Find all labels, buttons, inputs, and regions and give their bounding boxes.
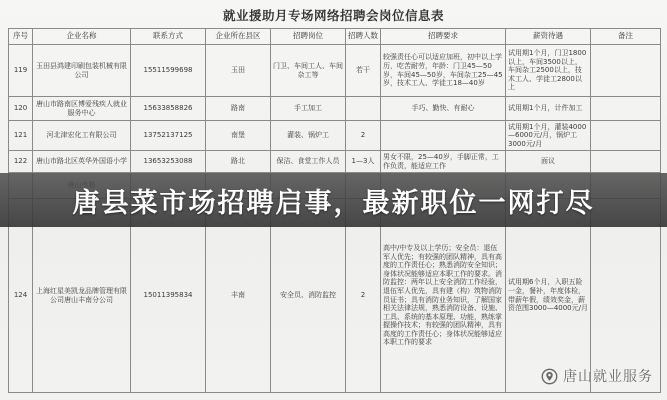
cell-phone: 15633858826 <box>131 97 206 121</box>
table-header-row <box>9 29 661 45</box>
cell-company: 玉田县鸿建印刷包装机械有限公司 <box>33 45 131 97</box>
cell-no: 121 <box>9 121 33 151</box>
cell-company: 河北津宏化工有限公司 <box>33 121 131 151</box>
cell-company: 唐山市路北区英华外国语小学 <box>33 151 131 173</box>
cell-district: 南堡 <box>206 121 271 151</box>
cell-count: 2 <box>346 121 381 151</box>
cell-salary: 试用期6个月，入职五险一金，餐补，年度体检，带薪年假，绩效奖金，薪资范围3000—4000元/月 <box>506 199 591 393</box>
header-count: 招聘人数 <box>346 29 381 45</box>
service-logo-icon <box>541 368 558 385</box>
cell-salary: 面议 <box>506 151 591 173</box>
cell-count: 若干 <box>346 45 381 97</box>
header-position: 招聘岗位 <box>271 29 346 45</box>
cell-position: 安全员、消防监控 <box>271 199 346 393</box>
cell-count <box>346 97 381 121</box>
table-row <box>9 199 661 393</box>
cell-district: 路北 <box>206 151 271 173</box>
cell-district: 路南 <box>206 97 271 121</box>
cell-requirements: 男女不限，25—40岁，手脚正常，工作负责，能适应工作 <box>381 151 506 173</box>
cell-position: 门卫、车间工人、车间杂工等 <box>271 45 346 97</box>
cell-remark <box>591 121 661 151</box>
cell-no: 124 <box>9 199 33 393</box>
cell-district: 玉田 <box>206 45 271 97</box>
table-row <box>9 121 661 151</box>
table-row <box>9 45 661 97</box>
cell-requirements: 较强责任心可以适应加班，初中以上学历，吃苦耐劳，年龄：门卫45—50岁，车间45—50岁，车间杂工25—45岁，技术工人、学徒工18—40岁 <box>381 45 506 97</box>
cell-phone: 13752137125 <box>131 121 206 151</box>
header-phone: 联系方式 <box>131 29 206 45</box>
watermark-text: 唐山就业服务 <box>563 369 653 385</box>
cell-phone: 15011395834 <box>131 199 206 393</box>
header-district: 企业所在县区 <box>206 29 271 45</box>
cell-position: 手工加工 <box>271 97 346 121</box>
header-salary: 薪资待遇 <box>506 29 591 45</box>
header-no: 序号 <box>9 29 33 45</box>
cell-remark <box>591 199 661 393</box>
cell-salary: 试用期1个月，计件加工 <box>506 97 591 121</box>
cell-salary: 试用期1个月，灌装4000—6000元/月，锅炉工3000元/月 <box>506 121 591 151</box>
cell-remark <box>591 97 661 121</box>
cell-position: 灌装、锅炉工 <box>271 121 346 151</box>
cell-no: 122 <box>9 151 33 173</box>
cell-requirements: 高中/中专及以上学历；安全员：退伍军人优先；有较强的团队精神，具有高度的工作责任心；熟悉消防安全知识；身体状况能够适应本职工作的要求。消防监控：两年以上安全消防工作经验，退伍军人优先，具有建（构）筑物消防员证书；具有消防业务知识，了解国家相关法律法规，熟悉消防设备、设施、工具、系统的基本原理、功能，熟练掌握操作技术；有较强的团队精神，具有高度的工作责任心；身体状况能够适应本职工作的要求 <box>381 199 506 393</box>
cell-no: 119 <box>9 45 33 97</box>
cell-remark <box>591 45 661 97</box>
cell-salary: 试用期1个月，门卫1800以上，车间3500以上，车间杂工2500以上，技术工人、学徒工2800以上 <box>506 45 591 97</box>
watermark <box>541 366 653 386</box>
header-company: 企业名称 <box>33 29 131 45</box>
cell-position: 保洁、食堂工作人员 <box>271 151 346 173</box>
cell-district: 丰南 <box>206 199 271 393</box>
cell-requirements: 手巧、勤快、有耐心 <box>381 97 506 121</box>
header-remark: 备注 <box>591 29 661 45</box>
cell-count: 2 <box>346 199 381 393</box>
banner-headline: 唐县菜市场招聘启事，最新职位一网打尽 <box>72 187 595 219</box>
cell-company: 唐山市路南区博爱残疾人就业服务中心 <box>33 97 131 121</box>
cell-count: 1—3人 <box>346 151 381 173</box>
cell-phone: 13653253088 <box>131 151 206 173</box>
header-requirements: 招聘要求 <box>381 29 506 45</box>
cell-company: 上海红星美凯龙品牌管理有限公司唐山丰南分公司 <box>33 199 131 393</box>
cover-banner <box>0 173 667 227</box>
cell-phone: 15511599698 <box>131 45 206 97</box>
cell-requirements <box>381 121 506 151</box>
cell-remark <box>591 151 661 173</box>
table-row <box>9 97 661 121</box>
table-row <box>9 151 661 173</box>
document-title: 就业援助月专场网络招聘会岗位信息表 <box>222 8 444 23</box>
cell-no: 120 <box>9 97 33 121</box>
